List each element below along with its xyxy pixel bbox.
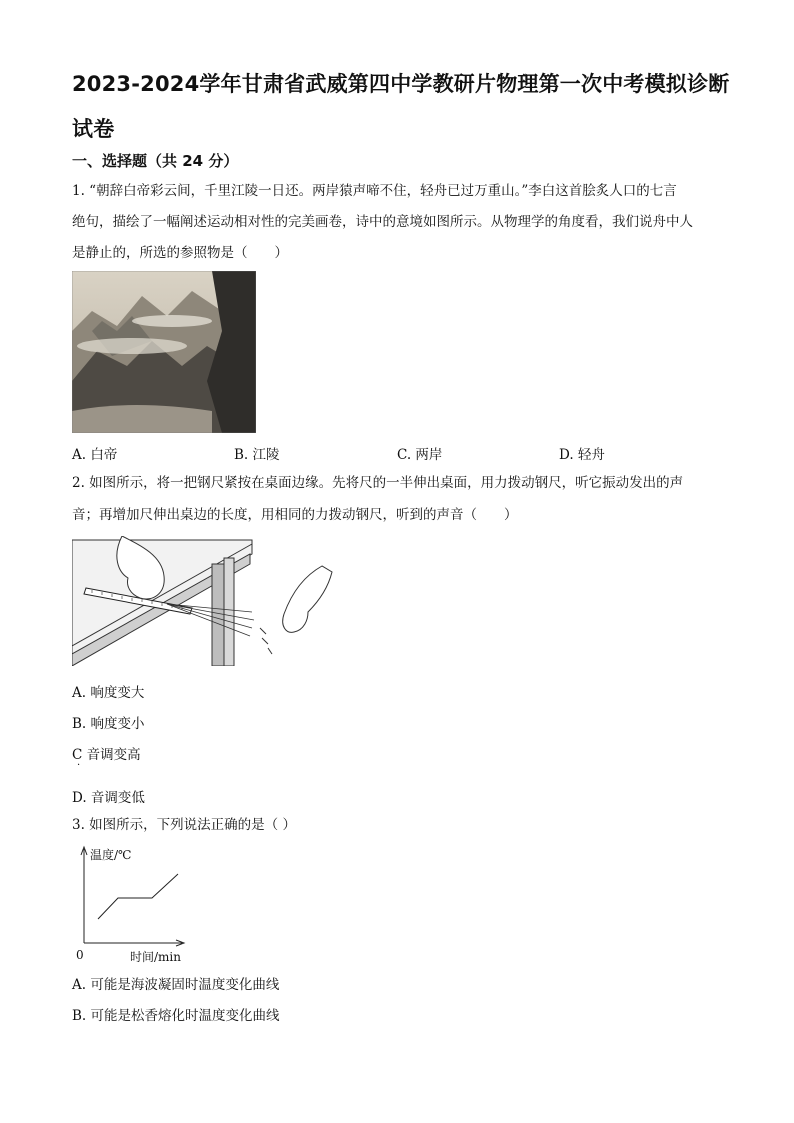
- q1-option-b: B. 江陵: [234, 447, 280, 463]
- graph-origin-label: 0: [76, 948, 84, 962]
- q3-text-line1: 3. 如图所示，下列说法正确的是（ ）: [72, 817, 296, 833]
- q2-option-b: B. 响度变小: [72, 716, 145, 732]
- q3-option-b: B. 可能是松香熔化时温度变化曲线: [72, 1008, 280, 1024]
- ruler-on-table-image: [72, 536, 336, 666]
- q2-option-a: A. 响度变大: [72, 685, 145, 701]
- q2-text-line1: 2. 如图所示，将一把钢尺紧按在桌面边缘。先将尺的一半伸出桌面，用力拨动钢尺，听它振动发出的声: [72, 475, 684, 491]
- q1-text-line3: 是静止的，所选的参照物是（ ）: [72, 245, 288, 261]
- landscape-painting-image: [72, 271, 256, 433]
- page-title-continued: 试卷: [72, 117, 115, 141]
- q2-text-line2: 音；再增加尺伸出桌边的长度，用相同的力拨动钢尺，听到的声音（ ）: [72, 507, 518, 523]
- graph-x-label: 时间/min: [130, 950, 181, 964]
- q1-option-c: C. 两岸: [397, 447, 443, 463]
- graph-y-label: 温度/℃: [90, 848, 132, 862]
- page-title: 2023-2024学年甘肃省武威第四中学教研片物理第一次中考模拟诊断: [72, 72, 730, 96]
- q2-option-c: C 音调变高: [72, 747, 141, 763]
- q1-text-line1: 1. “朝辞白帝彩云间，千里江陵一日还。两岸猿声啼不住，轻舟已过万重山。”李白这首脍炙人口的七言: [72, 183, 677, 199]
- q1-text-line2: 绝句，描绘了一幅阐述运动相对性的完美画卷，诗中的意境如图所示。从物理学的角度看，我们说舟中人: [72, 214, 693, 230]
- q1-option-d: D. 轻舟: [559, 447, 605, 463]
- stray-dot: ·: [77, 760, 81, 771]
- q2-option-d: D. 音调变低: [72, 790, 145, 806]
- q1-option-a: A. 白帝: [72, 447, 118, 463]
- q3-option-a: A. 可能是海波凝固时温度变化曲线: [72, 977, 280, 993]
- section-heading: 一、选择题（共 24 分）: [72, 152, 239, 170]
